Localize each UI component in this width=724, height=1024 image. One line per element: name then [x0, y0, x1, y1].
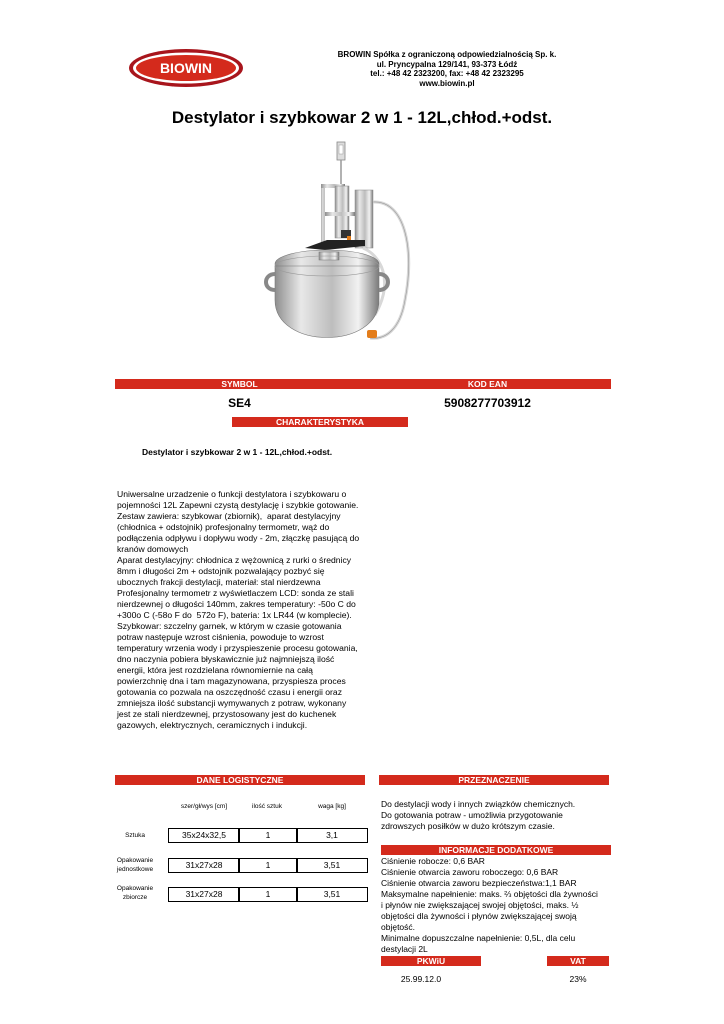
- vat-label: VAT: [547, 956, 609, 966]
- col-header-weight: waga [kg]: [318, 803, 346, 810]
- product-description: Uniwersalne urzadzenie o funkcji destylatora i szybkowaru o pojemności 12L Zapewni czystą destylację i szybkie gotowanie. Zestaw zawiera: szybkowar (zbiornik), aparat destylacyjny (chłodnica + odstojnik) profesjonalny termometr, wąż do podłączenia odpływu i dopływu wody - 2m, złączkę pasującą do kranów domowych Aparat destylacyjny: chłodnica z wężownicą z rurki o średnicy 8mm i długości 2m + odstojnik pozwalający pozbyć się ubocznych frakcji destylacji, materiał: stal nierdzewna Profesjonalny termometr z wyświetlaczem LCD: sonda ze stali nierdzewnej o długości 140mm, zakres temperatury: -50o C do +300o C (-58o F do 572o F), bateria: 1x LR44 (w komplecie). Szybkowar: szczelny garnek, w którym w czasie gotowania potraw następuje wzrost ciśnienia, powoduje to wzrost temperatury wrzenia wody i przyspieszenie procesu gotowania, dno naczynia pobiera błyskawicznie już najmniejszą ilość energii, która jest rozdzielana równomiernie na całą powierzchnię dna i tam magazynowana, przyspiesza proces gotowania co pozwala na oszczędność czasu i energii oraz zmniejsza ilość substancji wymywanych z potraw, wykonany jest ze stali nierdzewnej, przystosowany jest do kuchenek gazowych, elektrycznych, ceramicznych i indukcji.: [117, 489, 360, 730]
- additional-info-text: Ciśnienie robocze: 0,6 BAR Ciśnienie otwarcia zaworu roboczego: 0,6 BAR Ciśnienie otwarcia zaworu bezpieczeństwa:1,1 BAR Maksymalne napełnienie: maks. ⅔ objętości dla żywności i płynów nie zwiększającej swojej objętości, maks. ½ objętości dla żywności i płynów zwiększającej swoją objętość. Minimalne dopuszczalne napełnienie: 0,5L, dla celu destylacji 2L: [381, 856, 598, 954]
- cell-weight: 3,1: [296, 828, 368, 843]
- pkwiu-value: 25.99.12.0: [400, 974, 442, 984]
- cell-weight: 3,51: [296, 887, 368, 902]
- purpose-label: PRZEZNACZENIE: [379, 775, 609, 785]
- row-label-sztuka: Sztuka: [125, 832, 145, 839]
- row-label-opakowanie-jednostkowe: Opakowanie jednostkowe: [116, 857, 154, 873]
- cell-dims: 31x27x28: [168, 887, 240, 902]
- row-label-opakowanie-zbiorcze: Opakowanie zbiorcze: [116, 885, 154, 901]
- page-title: Destylator i szybkowar 2 w 1 - 12L,chłod.+odst.: [171, 108, 553, 127]
- logistics-label: DANE LOGISTYCZNE: [115, 775, 365, 785]
- product-image: [255, 140, 455, 370]
- product-subtitle: Destylator i szybkowar 2 w 1 - 12L,chłod.+odst.: [142, 447, 333, 457]
- cell-dims: 31x27x28: [168, 858, 240, 873]
- biowin-logo: [128, 48, 244, 88]
- symbol-label: SYMBOL: [115, 379, 364, 389]
- logo-text: BIOWIN: [159, 60, 213, 76]
- characteristics-label: CHARAKTERYSTYKA: [232, 417, 408, 427]
- company-address: ul. Pryncypalna 129/141, 93-373 Łódź: [376, 59, 518, 69]
- company-website: www.biowin.pl: [419, 78, 475, 88]
- cell-weight: 3,51: [296, 858, 368, 873]
- ean-value: 5908277703912: [444, 396, 531, 410]
- col-header-dims: szer/gł/wys [cm]: [180, 803, 228, 810]
- company-phone: tel.: +48 42 2323200, fax: +48 42 2323295: [370, 69, 524, 78]
- ean-label: KOD EAN: [364, 379, 611, 389]
- purpose-text: Do destylacji wody i innych związków chemicznych. Do gotowania potraw - umożliwia przygotowanie zdrowszych posiłków w dużo krótszym czasie.: [381, 799, 576, 831]
- symbol-value: SE4: [228, 396, 251, 410]
- cell-qty: 1: [238, 858, 298, 873]
- cell-qty: 1: [238, 887, 298, 902]
- cell-qty: 1: [238, 828, 298, 843]
- vat-value: 23%: [569, 974, 587, 984]
- cell-dims: 35x24x32,5: [168, 828, 240, 843]
- pkwiu-label: PKWiU: [381, 956, 481, 966]
- company-info: [282, 50, 612, 88]
- col-header-qty: ilość sztuk: [252, 803, 282, 810]
- company-name: BROWIN Spółka z ograniczoną odpowiedzialnością Sp. k.: [337, 50, 557, 59]
- additional-info-label: INFORMACJE DODATKOWE: [381, 845, 611, 855]
